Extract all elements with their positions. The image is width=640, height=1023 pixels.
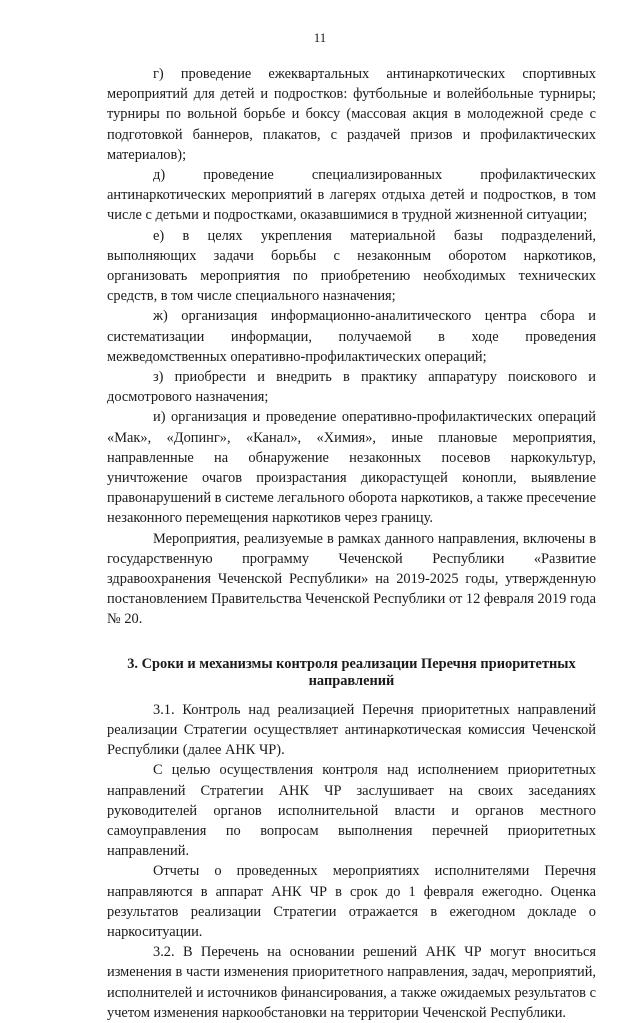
paragraph-g: г) проведение ежеквартальных антинаркотических спортивных мероприятий для детей и подростков: футбольные и волейбольные турниры; турниры по вольной борьбе и боксу (массовая акция в молодежной среде с подготовкой баннеров, плакатов, с раздачей призов и профилактических материалов);: [107, 66, 596, 163]
page-number: 11: [313, 30, 327, 45]
paragraph-control: С целью осуществления контроля над исполнением приоритетных направлений Стратегии АНК ЧР заслушивает на своих заседаниях руководителей органов исполнительной власти и органов местного самоуправления по вопросам выполнения перечней приоритетных направлений.: [107, 762, 596, 860]
section-heading: 3. Сроки и механизмы контроля реализации Перечня приоритетных направлений: [127, 655, 576, 689]
document-body: [107, 64, 596, 1023]
paragraph-reports: Отчеты о проведенных мероприятиях исполнителями Перечня направляются в аппарат АНК ЧР в срок до 1 февраля ежегодно. Оценка результатов реализации Стратегии отражается в ежегодном докладе о наркоситуации.: [107, 863, 596, 940]
paragraph-e: е) в целях укрепления материальной базы подразделений, выполняющих задачи борьбы с незаконным оборотом наркотиков, организовать мероприятия по приобретению необходимых технических средств, в том числе специального назначения;: [107, 227, 596, 305]
paragraph-d: д) проведение специализированных профилактических антинаркотических мероприятий в лагерях отдыха детей и подростков, в том числе с детьми и подростками, оказавшимися в трудной жизненной ситуации;: [107, 167, 596, 224]
paragraph-i: и) организация и проведение оперативно-профилактических операций «Мак», «Допинг», «Канал», «Химия», иные плановые мероприятия, направленные на обнаружение незаконных посевов наркокультур, уничтожение очагов произрастания дикорастущей конопли, выявление правонарушений в системе легального оборота наркотиков, а также пресечение незаконного перемещения наркотиков через границу.: [107, 409, 596, 527]
paragraph-zh: ж) организация информационно-аналитического центра сбора и систематизации информации, получаемой в ходе проведения межведомственных оперативно-профилактических операций;: [107, 308, 596, 365]
paragraph-3-2: 3.2. В Перечень на основании решений АНК ЧР могут вноситься изменения в части изменения приоритетного направления, задач, мероприятий, исполнителей и источников финансирования, а также ожидаемых результатов с учетом изменения наркообстановки на территории Чеченской Республики.: [107, 944, 596, 1021]
paragraph-3-1: 3.1. Контроль над реализацией Перечня приоритетных направлений реализации Стратегии осуществляет антинаркотическая комиссия Чеченской Республики (далее АНК ЧР).: [107, 701, 596, 759]
paragraph-program-note: Мероприятия, реализуемые в рамках данного направления, включены в государственную программу Чеченской Республики «Развитие здравоохранения Чеченской Республики» на 2019-2025 годы, утвержденную постановлением Правительства Чеченской Республики от 12 февраля 2019 года № 20.: [107, 530, 596, 628]
paragraph-z: з) приобрести и внедрить в практику аппаратуру поискового и досмотрового назначения;: [107, 369, 596, 406]
